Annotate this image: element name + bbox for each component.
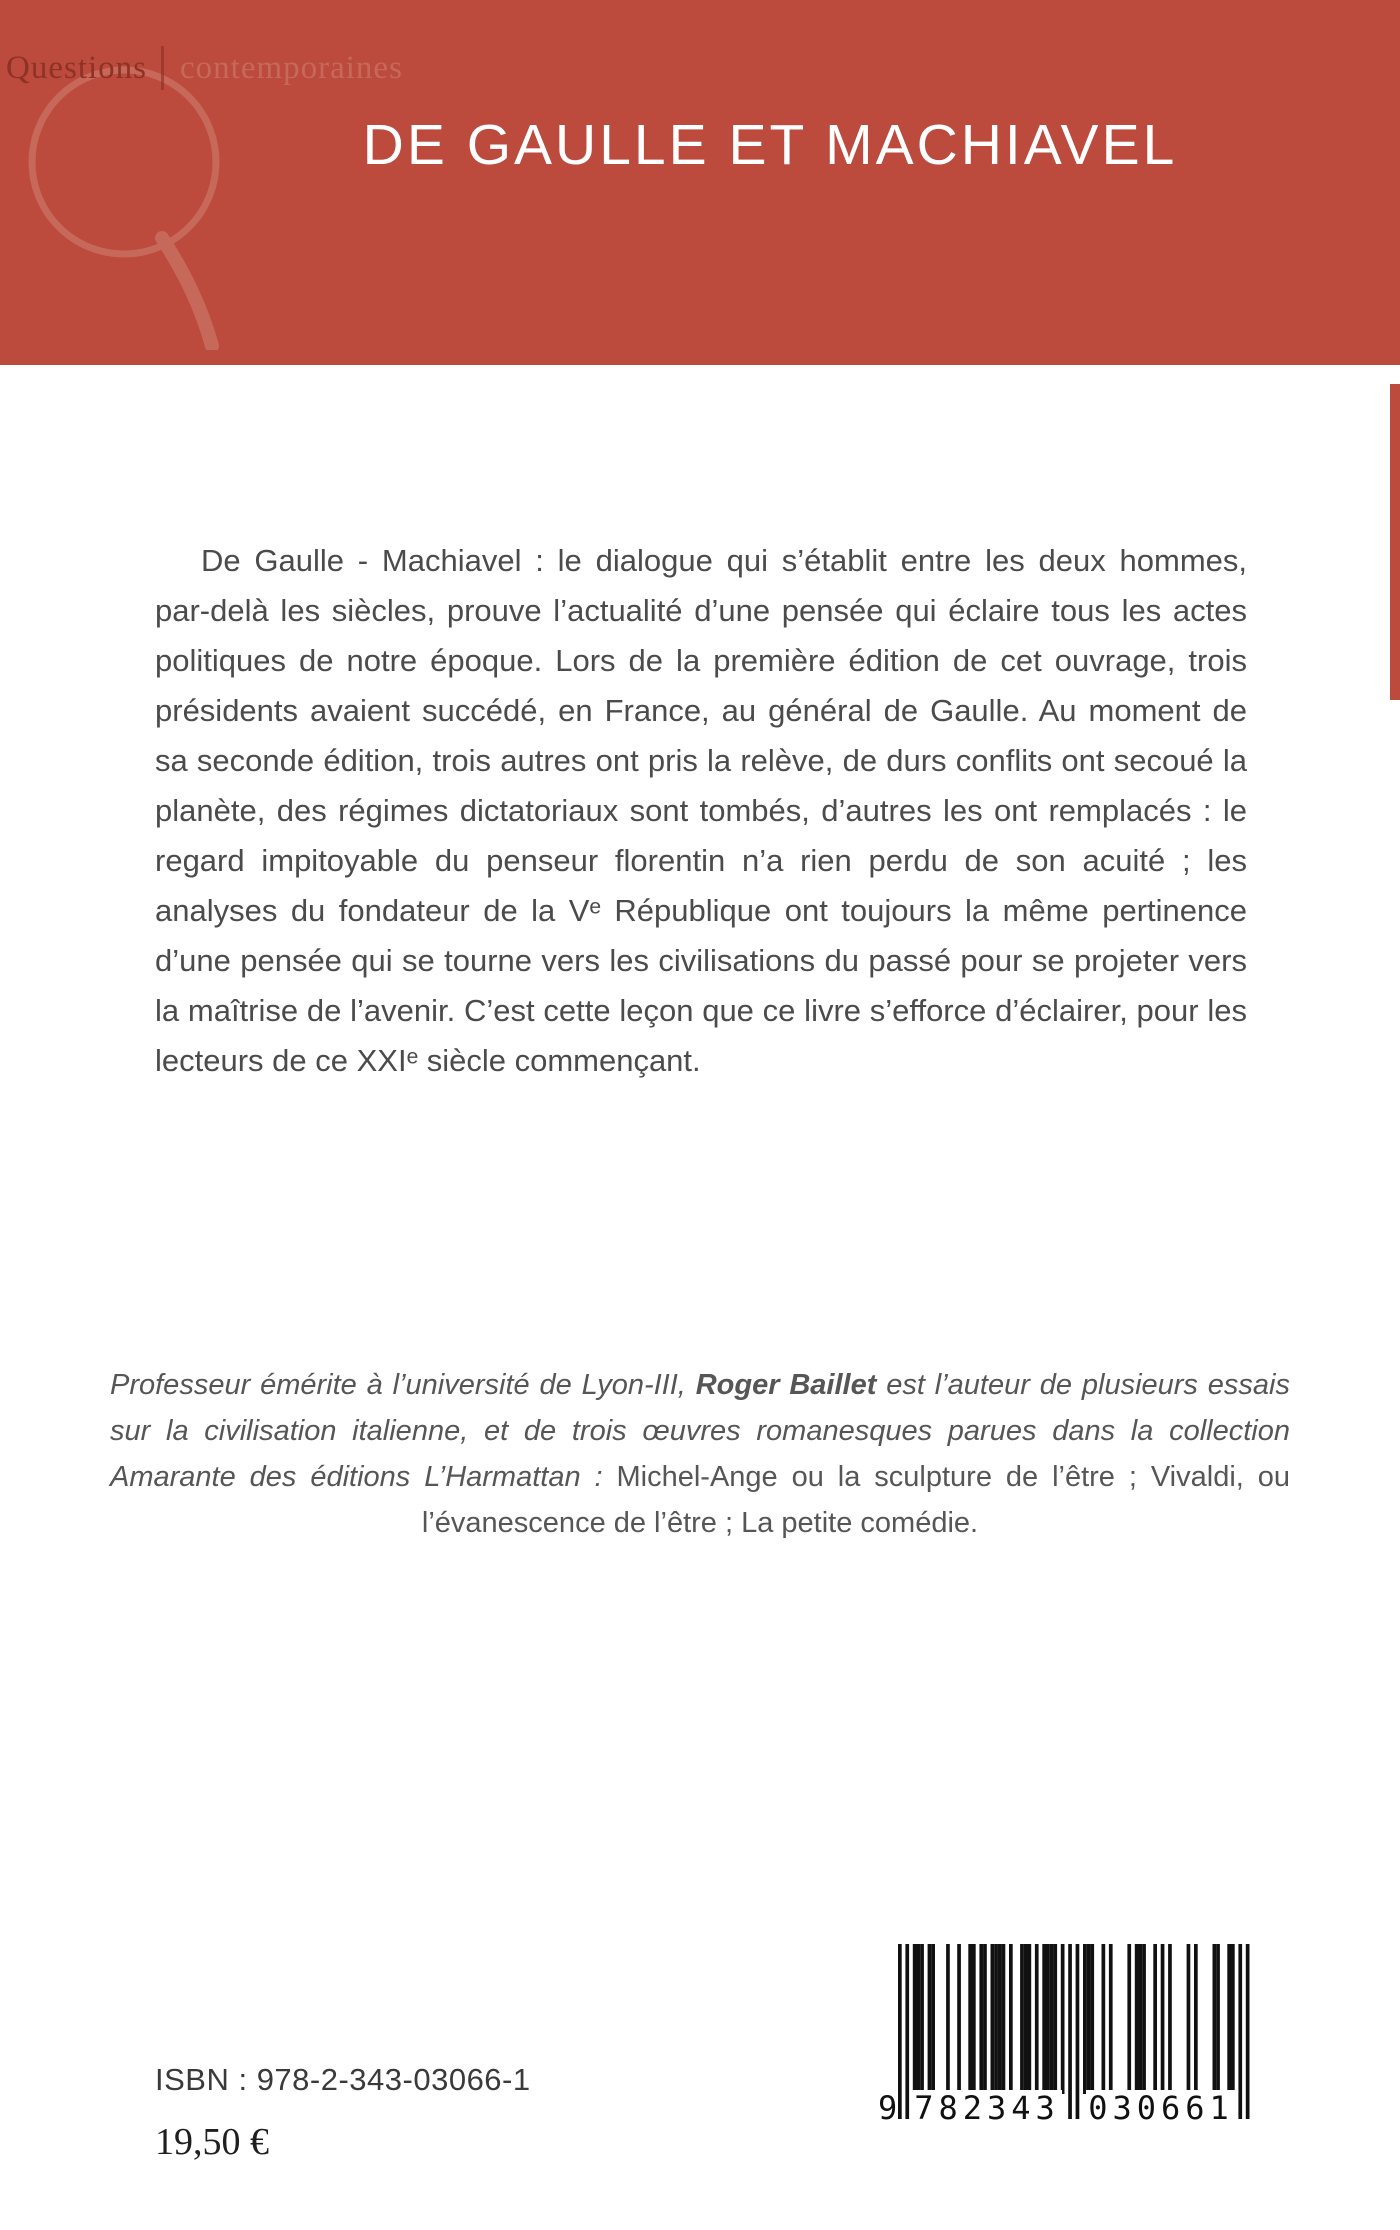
author-name: Roger Baillet [695, 1369, 877, 1401]
collection-name-primary: Questions [6, 49, 147, 86]
barcode-digits-left: 782343 [912, 2090, 1062, 2126]
collection-name-secondary: contemporaines [180, 49, 403, 86]
header-banner [0, 0, 1400, 365]
collection-divider [161, 46, 164, 90]
book-title: DE GAULLE ET MACHIAVEL [362, 113, 1178, 177]
synopsis-paragraph: De Gaulle - Machiavel : le dialogue qui s’établit entre les deux hommes, par-delà les siècles, prouve l’actualité d’une pensée qui éclaire tous les actes politiques de notre époque. Lors de la première édition de cet ouvrage, trois présidents avaient succédé, en France, au général de Gaulle. Au moment de sa seconde édition, trois autres ont pris la relève, de durs conflits ont secoué la planète, des régimes dictatoriaux sont tombés, d’autres les ont remplacés : le regard impitoyable du penseur florentin n’a rien perdu de son acuité ; les analyses du fondateur de la Vᵉ République ont toujours la même pertinence d’une pensée qui se tourne vers les civilisations du passé pour se projeter vers la maîtrise de l’avenir. C’est cette leçon que ce livre s’efforce d’éclairer, pour les lecteurs de ce XXIᵉ siècle commençant. [155, 543, 1247, 1078]
bio-works-list: Michel-Ange ou la sculpture de l’être ; Vivaldi, ou l’évanescence de l’être ; La petite comédie. [421, 1461, 1291, 1539]
edge-red-strip [1390, 384, 1400, 700]
author-bio [110, 1362, 1290, 1546]
barcode [878, 1944, 1252, 2134]
bio-text-lead: Professeur émérite à l’université de Lyon-III, [110, 1369, 696, 1401]
barcode-digit-lead: 9 [878, 2089, 898, 2127]
collection-label [6, 46, 403, 90]
bio-text-body: est l’auteur de plusieurs essais sur la civilisation italienne, et de trois œuvres romanesques parues dans la collection Amarante des éditions L’Harmattan : [110, 1369, 1290, 1493]
isbn-text: ISBN : 978-2-343-03066-1 [155, 2062, 531, 2097]
barcode-digits-right: 030661 [1086, 2090, 1236, 2126]
price-text: 19,50 € [155, 2121, 269, 2163]
